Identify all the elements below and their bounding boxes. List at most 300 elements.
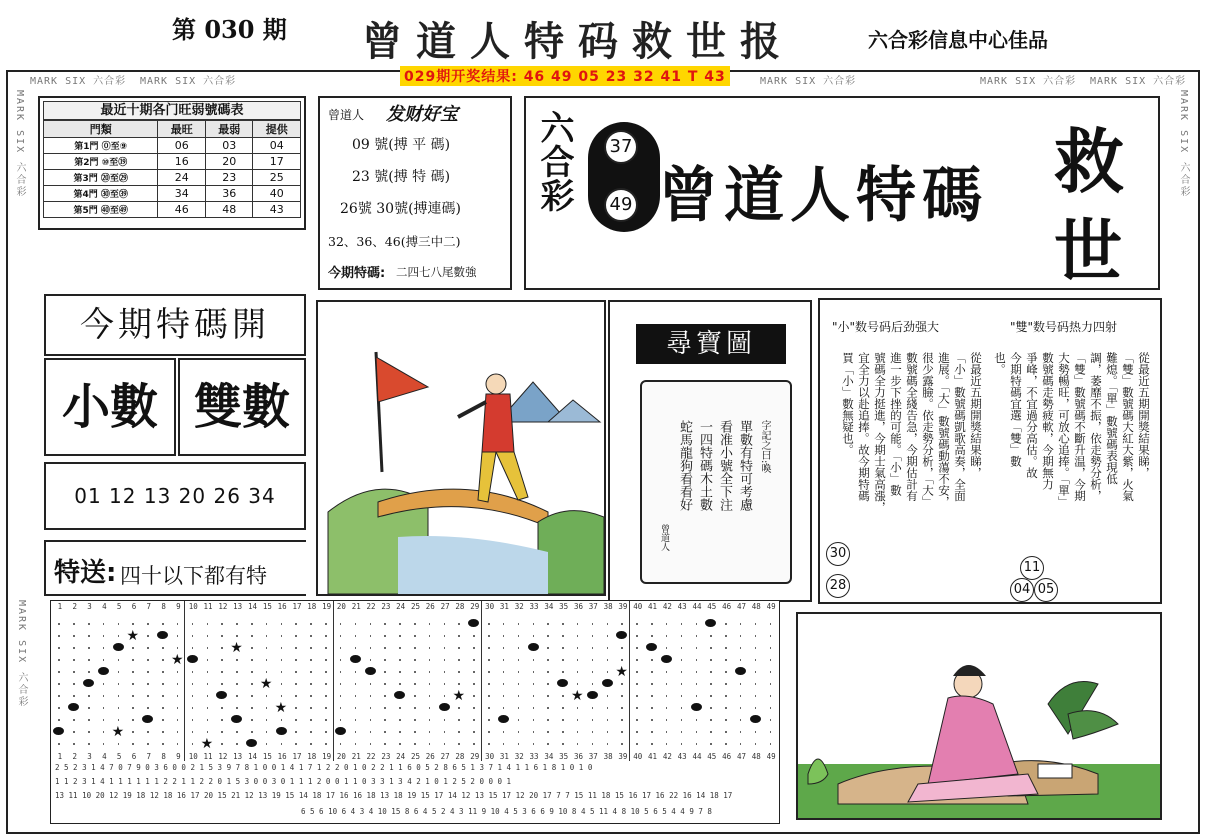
table-row bbox=[44, 186, 301, 202]
grid-header-number: 37 bbox=[588, 602, 598, 611]
grid-dot bbox=[444, 743, 446, 745]
grid-dot bbox=[592, 635, 594, 637]
grid-dot bbox=[533, 695, 535, 697]
grid-mark bbox=[53, 727, 64, 735]
grid-header-number: 18 bbox=[307, 602, 317, 611]
grid-dot bbox=[696, 731, 698, 733]
grid-dot bbox=[295, 743, 297, 745]
analysis-left-col: 「小」數號碼凱歌高奏，全面 bbox=[953, 352, 967, 502]
grid-dot bbox=[207, 659, 209, 661]
grid-dot bbox=[444, 623, 446, 625]
grid-dot bbox=[518, 635, 520, 637]
grid-mark bbox=[691, 703, 702, 711]
grid-header-number: 19 bbox=[322, 752, 332, 761]
grid-star: ★ bbox=[200, 736, 214, 752]
grid-header-number: 4 bbox=[102, 752, 107, 761]
grid-dot bbox=[399, 671, 401, 673]
grid-header-number: 3 bbox=[87, 602, 92, 611]
grid-dot bbox=[755, 707, 757, 709]
grid-header-number: 42 bbox=[662, 752, 672, 761]
watermark-top-mid: MARK SIX 六合彩 bbox=[140, 76, 237, 87]
grid-dot bbox=[236, 743, 238, 745]
grid-dot bbox=[488, 707, 490, 709]
lady-scene-svg bbox=[798, 614, 1160, 818]
special-open-right-box bbox=[178, 358, 306, 456]
grid-dot bbox=[251, 659, 253, 661]
grid-dot bbox=[118, 695, 120, 697]
grid-dot bbox=[118, 683, 120, 685]
grid-header-number: 24 bbox=[396, 602, 406, 611]
watermark-right: MARK SIX 六合彩 bbox=[1178, 90, 1189, 199]
grid-dot bbox=[562, 731, 564, 733]
grid-mark bbox=[439, 703, 450, 711]
grid-dot bbox=[281, 719, 283, 721]
grid-dot bbox=[533, 719, 535, 721]
grid-dot bbox=[592, 743, 594, 745]
grid-dot bbox=[666, 719, 668, 721]
analysis-right-col: 今期特碼宜選「雙」數 bbox=[1009, 352, 1023, 467]
analysis-left-col: 從最近五期開獎結果睇， bbox=[969, 352, 983, 479]
grid-dot bbox=[577, 659, 579, 661]
grid-dot bbox=[562, 635, 564, 637]
grid-mark bbox=[528, 643, 539, 651]
grid-dot bbox=[88, 671, 90, 673]
grid-dot bbox=[147, 659, 149, 661]
grid-dot bbox=[192, 635, 194, 637]
grid-dot bbox=[192, 671, 194, 673]
analysis-left-col: 號碼全力挺進，今期士氣高漲， bbox=[873, 352, 887, 513]
grid-dot bbox=[295, 623, 297, 625]
tips-line: 32、36、46(搏三中二) bbox=[328, 234, 461, 249]
grid-dot bbox=[681, 671, 683, 673]
grid-dot bbox=[236, 731, 238, 733]
grid-dot bbox=[340, 695, 342, 697]
grid-dot bbox=[488, 659, 490, 661]
grid-dot bbox=[740, 623, 742, 625]
grid-header-number: 18 bbox=[307, 752, 317, 761]
grid-dot bbox=[118, 707, 120, 709]
grid-dot bbox=[177, 635, 179, 637]
grid-dot bbox=[458, 647, 460, 649]
grid-header-number: 17 bbox=[292, 602, 302, 611]
grid-dot bbox=[207, 623, 209, 625]
grid-dot bbox=[355, 707, 357, 709]
grid-dot bbox=[325, 719, 327, 721]
grid-header-number: 2 bbox=[72, 752, 77, 761]
grid-dot bbox=[132, 743, 134, 745]
grid-header-number: 40 bbox=[633, 752, 643, 761]
grid-dot bbox=[295, 647, 297, 649]
grid-header-number: 12 bbox=[218, 752, 228, 761]
grid-header-number: 41 bbox=[648, 752, 658, 761]
grid-mark bbox=[735, 667, 746, 675]
grid-dot bbox=[473, 695, 475, 697]
grid-dot bbox=[221, 707, 223, 709]
grid-dot bbox=[73, 743, 75, 745]
grid-dot bbox=[236, 659, 238, 661]
grid-dot bbox=[592, 623, 594, 625]
grid-dot bbox=[73, 635, 75, 637]
grid-dot bbox=[340, 659, 342, 661]
grid-dot bbox=[88, 707, 90, 709]
grid-mark bbox=[142, 715, 153, 723]
grid-dot bbox=[429, 683, 431, 685]
grid-dot bbox=[577, 683, 579, 685]
grid-dot bbox=[725, 683, 727, 685]
grid-dot bbox=[325, 623, 327, 625]
grid-dot bbox=[88, 659, 90, 661]
grid-dot bbox=[325, 731, 327, 733]
grid-dot bbox=[355, 647, 357, 649]
grid-header-number: 1 bbox=[57, 752, 63, 761]
grid-dot bbox=[414, 623, 416, 625]
grid-dot bbox=[162, 683, 164, 685]
grid-dot bbox=[636, 683, 638, 685]
grid-dot bbox=[118, 635, 120, 637]
grid-star: ★ bbox=[170, 652, 184, 668]
grid-dot bbox=[221, 683, 223, 685]
grid-dot bbox=[770, 647, 772, 649]
tips-footer-label: 今期特碼: bbox=[328, 266, 386, 281]
grid-header-number: 20 bbox=[336, 752, 346, 761]
grid-header-number: 36 bbox=[573, 602, 583, 611]
grid-dot bbox=[607, 647, 609, 649]
special-send-label: 特送: bbox=[54, 558, 117, 588]
grid-dot bbox=[58, 719, 60, 721]
grid-dot bbox=[58, 707, 60, 709]
grid-dot bbox=[207, 671, 209, 673]
grid-dot bbox=[73, 695, 75, 697]
grid-dot bbox=[103, 659, 105, 661]
grid-dot bbox=[607, 695, 609, 697]
grid-header-number: 37 bbox=[588, 752, 598, 761]
grid-dot bbox=[518, 647, 520, 649]
analysis-ball: 05 bbox=[1034, 578, 1058, 602]
grid-dot bbox=[147, 623, 149, 625]
grid-dot bbox=[547, 707, 549, 709]
grid-dot bbox=[533, 731, 535, 733]
grid-dot bbox=[533, 683, 535, 685]
grid-dot bbox=[533, 743, 535, 745]
grid-dot bbox=[755, 743, 757, 745]
grid-dot bbox=[88, 743, 90, 745]
grid-dot bbox=[429, 743, 431, 745]
grid-dot bbox=[681, 647, 683, 649]
grid-dot bbox=[503, 623, 505, 625]
banner-ball: 49 bbox=[604, 188, 638, 222]
grid-dot bbox=[592, 659, 594, 661]
grid-header-number: 3 bbox=[87, 752, 92, 761]
grid-header-number: 49 bbox=[766, 752, 776, 761]
grid-dot bbox=[281, 671, 283, 673]
special-open-numbers: 01 12 13 20 26 34 bbox=[74, 484, 276, 508]
grid-dot bbox=[740, 719, 742, 721]
grid-dot bbox=[607, 659, 609, 661]
grid-dot bbox=[518, 671, 520, 673]
grid-dot bbox=[310, 731, 312, 733]
grid-dot bbox=[458, 671, 460, 673]
analysis-left-col: 很少露臉。依走勢分析，「大」 bbox=[921, 352, 935, 508]
grid-dot bbox=[458, 659, 460, 661]
grid-dot bbox=[73, 659, 75, 661]
grid-dot bbox=[340, 707, 342, 709]
grid-dot bbox=[696, 659, 698, 661]
grid-dot bbox=[73, 719, 75, 721]
grid-dot bbox=[651, 623, 653, 625]
analysis-header-left: "小"数号码后劲强大 bbox=[832, 320, 940, 334]
grid-dot bbox=[458, 635, 460, 637]
last-result: 029期开奖结果: 46 49 05 23 32 41 T 43 bbox=[400, 66, 730, 86]
grid-header-number: 7 bbox=[146, 752, 152, 761]
grid-dot bbox=[533, 671, 535, 673]
grid-dot bbox=[132, 671, 134, 673]
grid-dot bbox=[562, 719, 564, 721]
tips-title-left: 曾道人 bbox=[328, 108, 365, 122]
grid-dot bbox=[592, 647, 594, 649]
grid-dot bbox=[651, 707, 653, 709]
grid-dot bbox=[666, 647, 668, 649]
grid-dot bbox=[384, 623, 386, 625]
grid-dot bbox=[696, 695, 698, 697]
grid-dot bbox=[770, 719, 772, 721]
grid-dot bbox=[207, 635, 209, 637]
grid-dot bbox=[725, 707, 727, 709]
grid-mark bbox=[216, 691, 227, 699]
grid-dot bbox=[207, 683, 209, 685]
grid-mark bbox=[468, 619, 479, 627]
grid-mark bbox=[365, 667, 376, 675]
grid-header-number: 27 bbox=[440, 752, 450, 761]
grid-mark bbox=[113, 643, 124, 651]
grid-dot bbox=[503, 659, 505, 661]
grid-dot bbox=[266, 731, 268, 733]
grid-dot bbox=[429, 659, 431, 661]
special-send-value: 四十以下都有特 bbox=[120, 564, 267, 588]
grid-dot bbox=[666, 707, 668, 709]
grid-star: ★ bbox=[230, 640, 243, 656]
grid-dot bbox=[740, 695, 742, 697]
grid-dot bbox=[636, 743, 638, 745]
watermark-left: MARK SIX 六合彩 bbox=[14, 90, 25, 199]
analysis-right-col: 爭峰，不宜過分高估。故 bbox=[1025, 352, 1039, 479]
grid-dot bbox=[547, 683, 549, 685]
lady-illustration bbox=[796, 612, 1162, 820]
grid-dot bbox=[399, 743, 401, 745]
banner-title: 曾道人特碼 bbox=[658, 161, 988, 231]
treasure-col: 看准小號全下注 bbox=[717, 420, 732, 511]
grid-dot bbox=[221, 659, 223, 661]
grid-row-2: 1 1 2 3 1 4 1 1 1 1 1 1 2 2 1 1 2 2 0 1 5 3 0 0 3 0 1 1 1 2 0 0 1 1 0 3 3 1 3 4 2 1 0 1 2 5 2 0 0 0 1 bbox=[55, 777, 512, 786]
grid-star: ★ bbox=[126, 628, 140, 644]
grid-mark bbox=[616, 631, 627, 639]
grid-header-number: 20 bbox=[336, 602, 346, 611]
grid-dot bbox=[681, 731, 683, 733]
grid-dot bbox=[177, 671, 179, 673]
grid-dot bbox=[740, 707, 742, 709]
grid-header-number: 8 bbox=[161, 602, 166, 611]
grid-dot bbox=[414, 707, 416, 709]
watermark-top-left: MARK SIX 六合彩 bbox=[30, 76, 127, 87]
grid-dot bbox=[444, 647, 446, 649]
grid-dot bbox=[251, 683, 253, 685]
grid-divider bbox=[629, 601, 630, 761]
grid-dot bbox=[725, 731, 727, 733]
grid-dot bbox=[547, 671, 549, 673]
grid-dot bbox=[355, 719, 357, 721]
analysis-right-col: 調，萎靡不振，依走勢分析， bbox=[1089, 352, 1103, 502]
table-row bbox=[44, 138, 301, 154]
grid-divider bbox=[481, 601, 482, 761]
grid-dot bbox=[236, 683, 238, 685]
grid-header-number: 48 bbox=[751, 602, 761, 611]
grid-dot bbox=[696, 623, 698, 625]
grid-dot bbox=[755, 623, 757, 625]
grid-dot bbox=[236, 707, 238, 709]
grid-dot bbox=[725, 623, 727, 625]
treasure-col: 單數有特可考慮 bbox=[737, 420, 752, 511]
grid-dot bbox=[370, 647, 372, 649]
table-row bbox=[44, 170, 301, 186]
grid-mark bbox=[98, 667, 109, 675]
grid-dot bbox=[444, 671, 446, 673]
grid-dot bbox=[162, 719, 164, 721]
grid-mark bbox=[83, 679, 94, 687]
grid-header-number: 35 bbox=[559, 602, 569, 611]
grid-dot bbox=[414, 671, 416, 673]
grid-dot bbox=[355, 695, 357, 697]
grid-dot bbox=[162, 743, 164, 745]
analysis-ball: 28 bbox=[826, 574, 850, 598]
grid-dot bbox=[651, 695, 653, 697]
grid-dot bbox=[295, 719, 297, 721]
stats-table bbox=[43, 120, 301, 218]
grid-dot bbox=[444, 719, 446, 721]
grid-dot bbox=[399, 731, 401, 733]
grid-dot bbox=[710, 683, 712, 685]
grid-dot bbox=[429, 731, 431, 733]
grid-dot bbox=[458, 743, 460, 745]
analysis-right-col: 也。 bbox=[993, 352, 1007, 375]
grid-dot bbox=[162, 695, 164, 697]
grid-dot bbox=[621, 659, 623, 661]
grid-dot bbox=[384, 683, 386, 685]
grid-dot bbox=[103, 683, 105, 685]
grid-dot bbox=[295, 671, 297, 673]
grid-dot bbox=[281, 743, 283, 745]
masthead-title: 曾道人特码救世报 bbox=[362, 18, 794, 65]
grid-dot bbox=[132, 707, 134, 709]
grid-header-number: 11 bbox=[203, 752, 213, 761]
grid-dot bbox=[533, 707, 535, 709]
grid-header-number: 33 bbox=[529, 752, 539, 761]
grid-dot bbox=[147, 683, 149, 685]
stats-cell: 03 bbox=[205, 138, 253, 154]
grid-dot bbox=[681, 659, 683, 661]
grid-row-3: 13 11 10 20 12 19 18 12 18 16 17 20 15 21 12 13 19 15 14 18 17 16 16 18 13 18 19 15 17 14 12 13 15 17 12 20 17 7 7 15 11 18 15 16 17 16 22 16 14 18 17 bbox=[55, 791, 733, 800]
grid-dot bbox=[696, 743, 698, 745]
grid-dot bbox=[770, 623, 772, 625]
grid-header-number: 26 bbox=[425, 602, 435, 611]
tips-line: 23 號(搏 特 碼) bbox=[352, 169, 451, 185]
grid-header-number: 44 bbox=[692, 752, 702, 761]
grid-dot bbox=[399, 707, 401, 709]
grid-dot bbox=[518, 695, 520, 697]
grid-dot bbox=[162, 659, 164, 661]
grid-dot bbox=[681, 695, 683, 697]
grid-dot bbox=[132, 695, 134, 697]
banner-left-text: 六合彩 bbox=[534, 110, 574, 212]
grid-dot bbox=[444, 695, 446, 697]
grid-dot bbox=[221, 731, 223, 733]
grid-dot bbox=[414, 647, 416, 649]
grid-header-number: 23 bbox=[381, 752, 391, 761]
grid-header-number: 23 bbox=[381, 602, 391, 611]
grid-header-number: 43 bbox=[677, 752, 687, 761]
grid-dot bbox=[740, 731, 742, 733]
watermark-top-right2: MARK SIX 六合彩 bbox=[980, 76, 1077, 87]
grid-dot bbox=[310, 695, 312, 697]
grid-dot bbox=[251, 695, 253, 697]
grid-dot bbox=[562, 647, 564, 649]
grid-dot bbox=[281, 647, 283, 649]
grid-header-number: 47 bbox=[736, 602, 746, 611]
grid-dot bbox=[473, 647, 475, 649]
grid-dot bbox=[399, 659, 401, 661]
grid-dot bbox=[696, 671, 698, 673]
grid-dot bbox=[547, 659, 549, 661]
grid-mark bbox=[705, 619, 716, 627]
grid-dot bbox=[58, 623, 60, 625]
grid-dot bbox=[681, 719, 683, 721]
grid-dot bbox=[370, 623, 372, 625]
grid-dot bbox=[562, 623, 564, 625]
grid-dot bbox=[562, 695, 564, 697]
grid-dot bbox=[73, 731, 75, 733]
grid-dot bbox=[370, 731, 372, 733]
grid-dot bbox=[340, 647, 342, 649]
grid-dot bbox=[118, 671, 120, 673]
grid-header-number: 45 bbox=[707, 602, 717, 611]
grid-header-number: 9 bbox=[176, 602, 181, 611]
grid-header-number: 12 bbox=[218, 602, 228, 611]
grid-dot bbox=[310, 659, 312, 661]
grid-header-number: 39 bbox=[618, 602, 628, 611]
grid-dot bbox=[473, 659, 475, 661]
grid-mark bbox=[750, 715, 761, 723]
grid-dot bbox=[399, 647, 401, 649]
grid-dot bbox=[207, 707, 209, 709]
grid-dot bbox=[414, 683, 416, 685]
grid-dot bbox=[118, 719, 120, 721]
stats-cell: 46 bbox=[158, 202, 206, 218]
grid-dot bbox=[192, 695, 194, 697]
grid-dot bbox=[547, 647, 549, 649]
grid-dot bbox=[488, 671, 490, 673]
grid-header-number: 44 bbox=[692, 602, 702, 611]
grid-dot bbox=[547, 695, 549, 697]
treasure-title: 尋寶圖 bbox=[636, 324, 786, 364]
grid-dot bbox=[370, 683, 372, 685]
grid-dot bbox=[414, 659, 416, 661]
grid-dot bbox=[266, 743, 268, 745]
grid-dot bbox=[310, 647, 312, 649]
grid-dot bbox=[266, 671, 268, 673]
grid-dot bbox=[384, 635, 386, 637]
grid-dot bbox=[503, 671, 505, 673]
grid-header-number: 40 bbox=[633, 602, 643, 611]
analysis-ball: 11 bbox=[1020, 556, 1044, 580]
grid-header-number: 29 bbox=[470, 602, 480, 611]
